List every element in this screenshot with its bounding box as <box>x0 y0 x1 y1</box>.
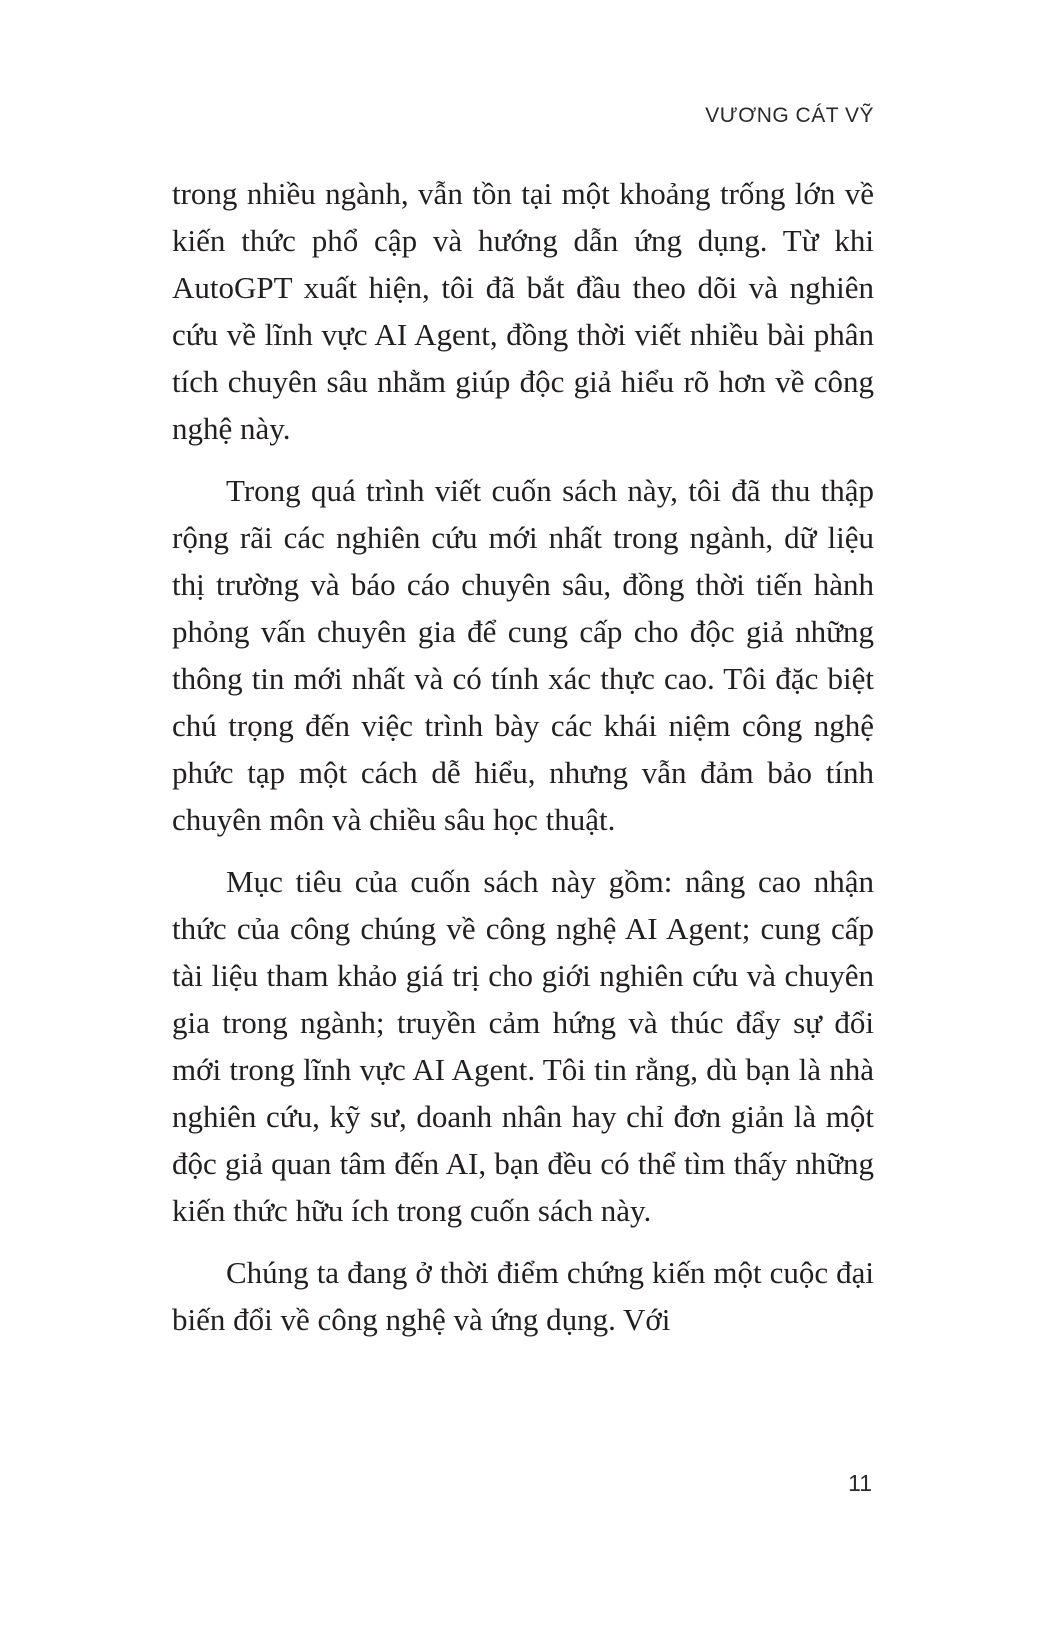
paragraph-4: Chúng ta đang ở thời điểm chứng kiến một cuộc đại biến đổi về công nghệ và ứng dụng. Với <box>172 1255 874 1337</box>
paragraph-3: Mục tiêu của cuốn sách này gồm: nâng cao nhận thức của công chúng về công nghệ AI Agent; cung cấp tài liệu tham khảo giá trị cho giới nghiên cứu và chuyên gia trong ngành; truyền cảm hứng và thúc đẩy sự đổi mới trong lĩnh vực AI Agent. Tôi tin rằng, dù bạn là nhà nghiên cứu, kỹ sư, doanh nhân hay chỉ đơn giản là một độc giả quan tâm đến AI, bạn đều có thể tìm thấy những kiến thức hữu ích trong cuốn sách này. <box>172 864 874 1228</box>
page-number: 11 <box>848 1470 872 1496</box>
paragraph-1: trong nhiều ngành, vẫn tồn tại một khoảng trống lớn về kiến thức phổ cập và hướng dẫn ứng dụng. Từ khi AutoGPT xuất hiện, tôi đã bắt đầu theo dõi và nghiên cứu về lĩnh vực AI Agent, đồng thời viết nhiều bài phân tích chuyên sâu nhằm giúp độc giả hiểu rõ hơn về công nghệ này. <box>172 176 874 446</box>
paragraph-2: Trong quá trình viết cuốn sách này, tôi đã thu thập rộng rãi các nghiên cứu mới nhất trong ngành, dữ liệu thị trường và báo cáo chuyên sâu, đồng thời tiến hành phỏng vấn chuyên gia để cung cấp cho độc giả những thông tin mới nhất và có tính xác thực cao. Tôi đặc biệt chú trọng đến việc trình bày các khái niệm công nghệ phức tạp một cách dễ hiểu, nhưng vẫn đảm bảo tính chuyên môn và chiều sâu học thuật. <box>172 473 874 837</box>
running-header: VƯƠNG CÁT VỸ <box>705 104 874 127</box>
body-text <box>172 170 874 1343</box>
